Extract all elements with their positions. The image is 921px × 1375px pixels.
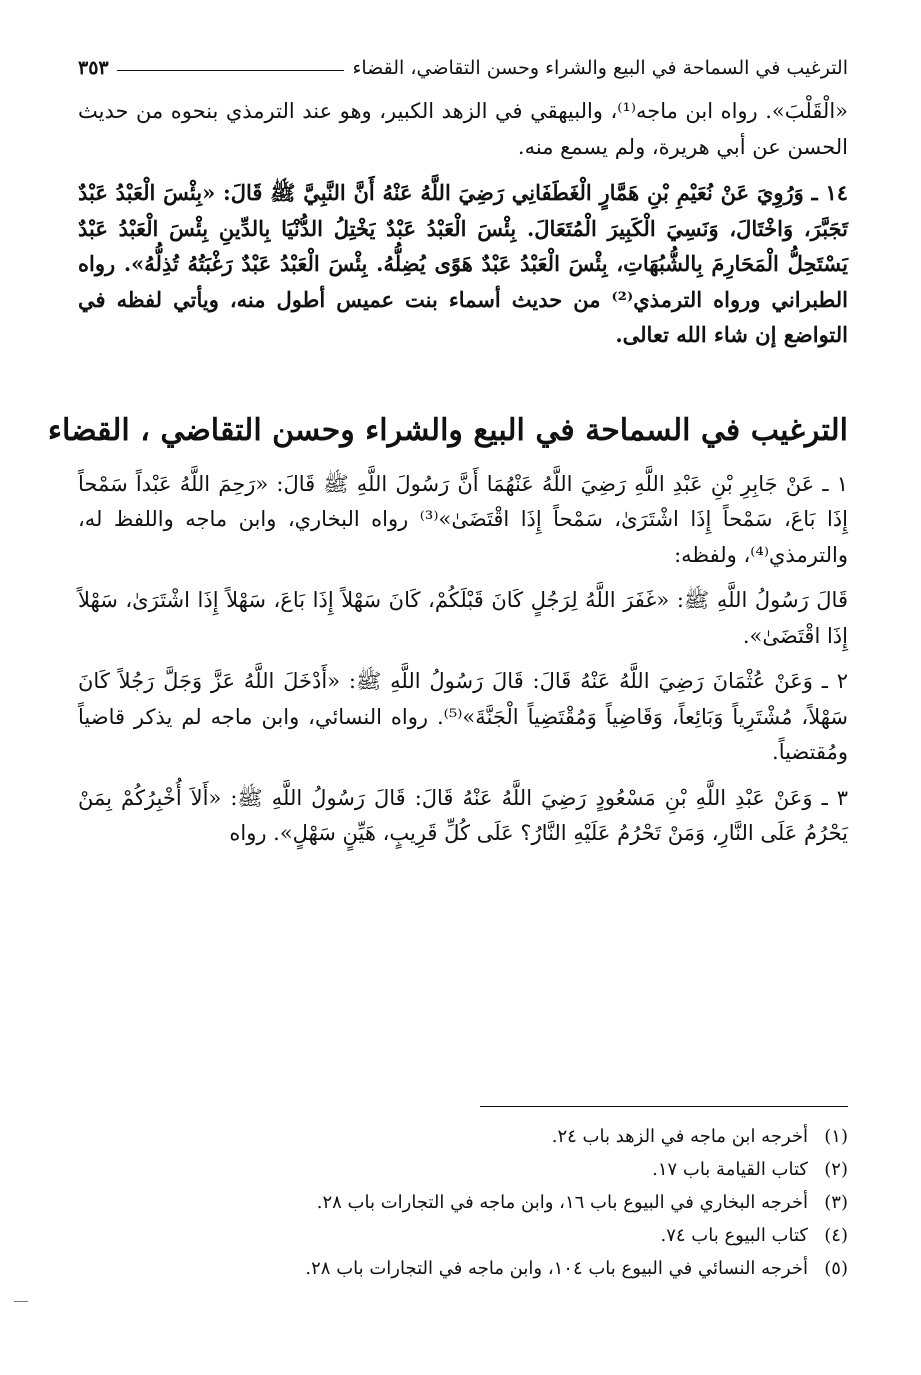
text-before-section [78,94,848,353]
footnote-text: أخرجه النسائي في البيوع باب ١٠٤، وابن ماجه في التجارات باب ٢٨. [305,1258,808,1279]
footnotes [100,1120,848,1285]
hadith-1-variant-paragraph: قَالَ رَسُولُ اللَّهِ ﷺ: «غَفَرَ اللَّهُ لِرَجُلٍ كَانَ قَبْلَكُمْ، كَانَ سَهْلاً إِذَا بَاعَ، سَهْلاً إِذَا اشْتَرَىٰ، سَهْلاً إِذَا اقْتَضَىٰ». [78,588,848,648]
margin-mark [14,1301,28,1302]
footnote-item [100,1252,848,1285]
text-after-section [78,467,848,852]
footnote-number: (٤) [824,1225,848,1246]
footnote-text: أخرجه ابن ماجه في الزهد باب ٢٤. [551,1126,808,1147]
footnote-item [100,1153,848,1186]
footnote-text: كتاب القيامة باب ١٧. [652,1159,808,1180]
footnote-number: (٢) [824,1159,848,1180]
hadith-2-paragraph: ٢ ـ وَعَنْ عُثْمَانَ رَضِيَ اللَّهُ عَنْهُ قَالَ: قَالَ رَسُولُ اللَّهِ ﷺ: «أَدْخَلَ اللَّهُ عَزَّ وَجَلَّ رَجُلاً كَانَ سَهْلاً، مُشْتَرِياً وَبَائِعاً، وَقَاضِياً وَمُقْتَضِياً الْجَنَّةَ»⁽⁵⁾. رواه النسائي، وابن ماجه لم يذكر قاضياً ومُقتضياً. [78,669,849,764]
paragraph-continuation: «الْقَلْبَ». رواه ابن ماجه⁽¹⁾، والبيهقي في الزهد الكبير، وهو عند الترمذي بنحوه من حديث الحسن عن أبي هريرة، ولم يسمع منه. [78,99,849,159]
running-header [78,52,848,84]
page-number: ٣٥٣ [78,57,109,79]
section-heading: الترغيب في السماحة في البيع والشراء وحسن التقاضي ، القضاء [47,412,848,448]
footnote-item [100,1219,848,1252]
footnote-item [100,1120,848,1153]
running-header-rule [117,70,345,71]
footnote-number: (١) [824,1126,848,1147]
hadith-14-paragraph: ١٤ ـ وَرُوِيَ عَنْ نُعَيْمِ بْنِ هَمَّارٍ الْغَطَفَانِي رَضِيَ اللَّهُ عَنْهُ أَنَّ النَّبِيَّ ﷺ قَالَ: «بِئْسَ الْعَبْدُ عَبْدٌ تَجَبَّرَ، وَاخْتَالَ، وَنَسِيَ الْكَبِيرَ الْمُتَعَالَ. بِئْسَ الْعَبْدُ عَبْدٌ يَخْتِلُ الدُّنْيَا بِالدِّينِ بِئْسَ الْعَبْدُ عَبْدٌ يَسْتَحِلُّ الْمَحَارِمَ بِالشُّبُهَاتِ، بِئْسَ الْعَبْدُ عَبْدٌ هَوًى يُضِلُّهُ. بِئْسَ الْعَبْدُ عَبْدٌ رَغْبَتُهُ تُذِلُّهُ». رواه الطبراني ورواه الترمذي⁽²⁾ من حديث أسماء بنت عميس أطول منه، ويأتي لفظه في التواضع إن شاء الله تعالى. [78,180,848,347]
hadith-3-paragraph: ٣ ـ وَعَنْ عَبْدِ اللَّهِ بْنِ مَسْعُودٍ رَضِيَ اللَّهُ عَنْهُ قَالَ: قَالَ رَسُولُ اللَّهِ ﷺ: «أَلاَ أُخْبِرُكُمْ بِمَنْ يَحْرُمُ عَلَى النَّارِ، وَمَنْ تَحْرُمُ عَلَيْهِ النَّارُ؟ عَلَى كُلِّ قَرِيبٍ، هَيِّنٍ سَهْلٍ». رواه [78,785,848,845]
footnote-number: (٣) [824,1192,848,1213]
footnote-item [100,1186,848,1219]
footnote-number: (٥) [824,1258,848,1279]
running-header-title: الترغيب في السماحة في البيع والشراء وحسن التقاضي، القضاء [352,57,848,79]
hadith-1-paragraph: ١ ـ عَنْ جَابِرِ بْنِ عَبْدِ اللَّهِ رَضِيَ اللَّهُ عَنْهُمَا أَنَّ رَسُولَ اللَّهِ ﷺ قَالَ: «رَحِمَ اللَّهُ عَبْداً سَمْحاً إِذَا بَاعَ، سَمْحاً إِذَا اشْتَرَىٰ، سَمْحاً إِذَا اقْتَضَىٰ»⁽³⁾ رواه البخاري، وابن ماجه واللفظ له، والترمذي⁽⁴⁾، ولفظه: [78,471,848,567]
footnote-text: كتاب البيوع باب ٧٤. [660,1225,808,1246]
footnote-text: أخرجه البخاري في البيوع باب ١٦، وابن ماجه في التجارات باب ٢٨. [316,1192,808,1213]
page-body [47,52,849,852]
footnote-separator [480,1106,848,1107]
